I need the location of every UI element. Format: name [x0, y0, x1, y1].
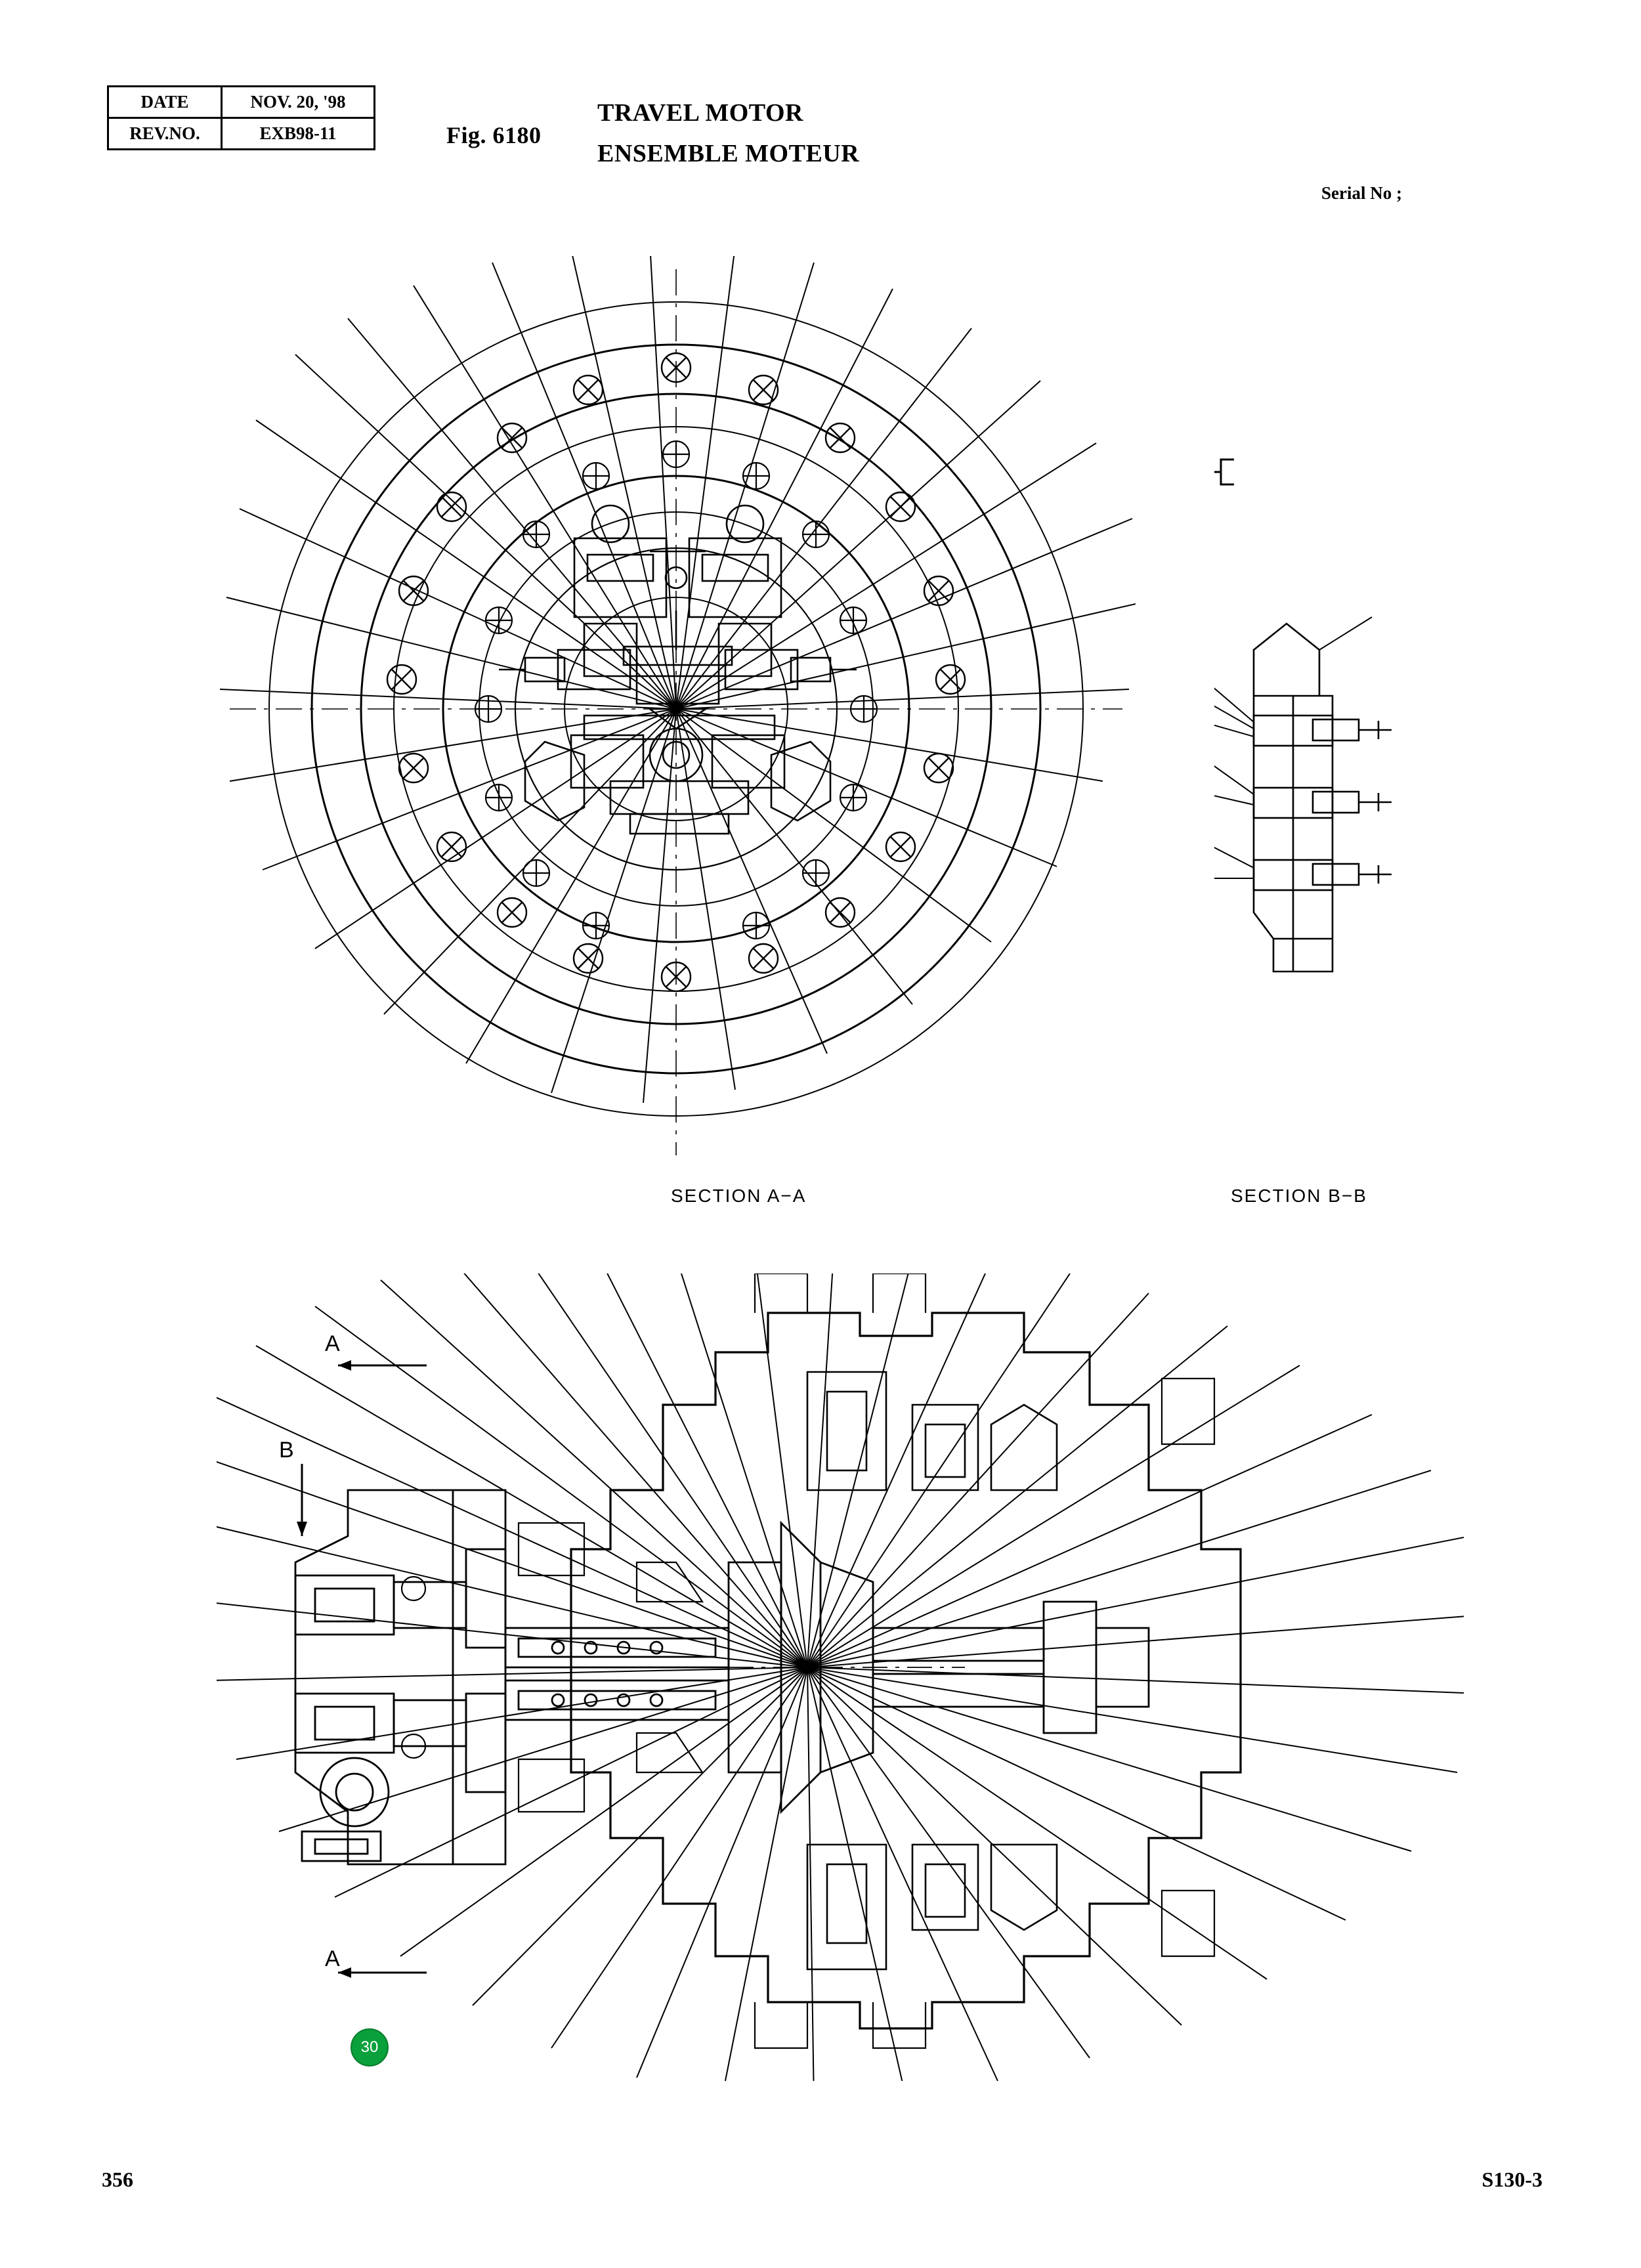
serial-number-label: Serial No ; — [1321, 183, 1402, 203]
callout-bubble-30[interactable]: 30 — [351, 2028, 389, 2066]
page-title-french: ENSEMBLE MOTEUR — [597, 140, 860, 167]
model-code: S130-3 — [1481, 2168, 1543, 2191]
section-bb-technical-drawing — [1214, 453, 1490, 1162]
figure-number: Fig. 6180 — [446, 122, 542, 148]
section-aa-caption: SECTION A−A — [671, 1186, 807, 1206]
date-label: DATE — [108, 87, 222, 118]
section-bb-caption: SECTION B−B — [1231, 1186, 1367, 1206]
svg-text:A: A — [325, 1331, 340, 1356]
svg-text:B: B — [279, 1438, 294, 1463]
date-value: NOV. 20, '98 — [222, 87, 375, 118]
page-number: 356 — [102, 2168, 133, 2191]
svg-text:A: A — [325, 1946, 340, 1971]
table-row — [108, 87, 375, 118]
revision-header-table — [107, 85, 375, 150]
revision-label: REV.NO. — [108, 118, 222, 150]
main-assembly-technical-drawing — [217, 1273, 1464, 2081]
table-row — [108, 118, 375, 150]
revision-value: EXB98-11 — [222, 118, 375, 150]
page-title-english: TRAVEL MOTOR — [597, 99, 803, 127]
section-aa-technical-drawing — [217, 256, 1136, 1162]
